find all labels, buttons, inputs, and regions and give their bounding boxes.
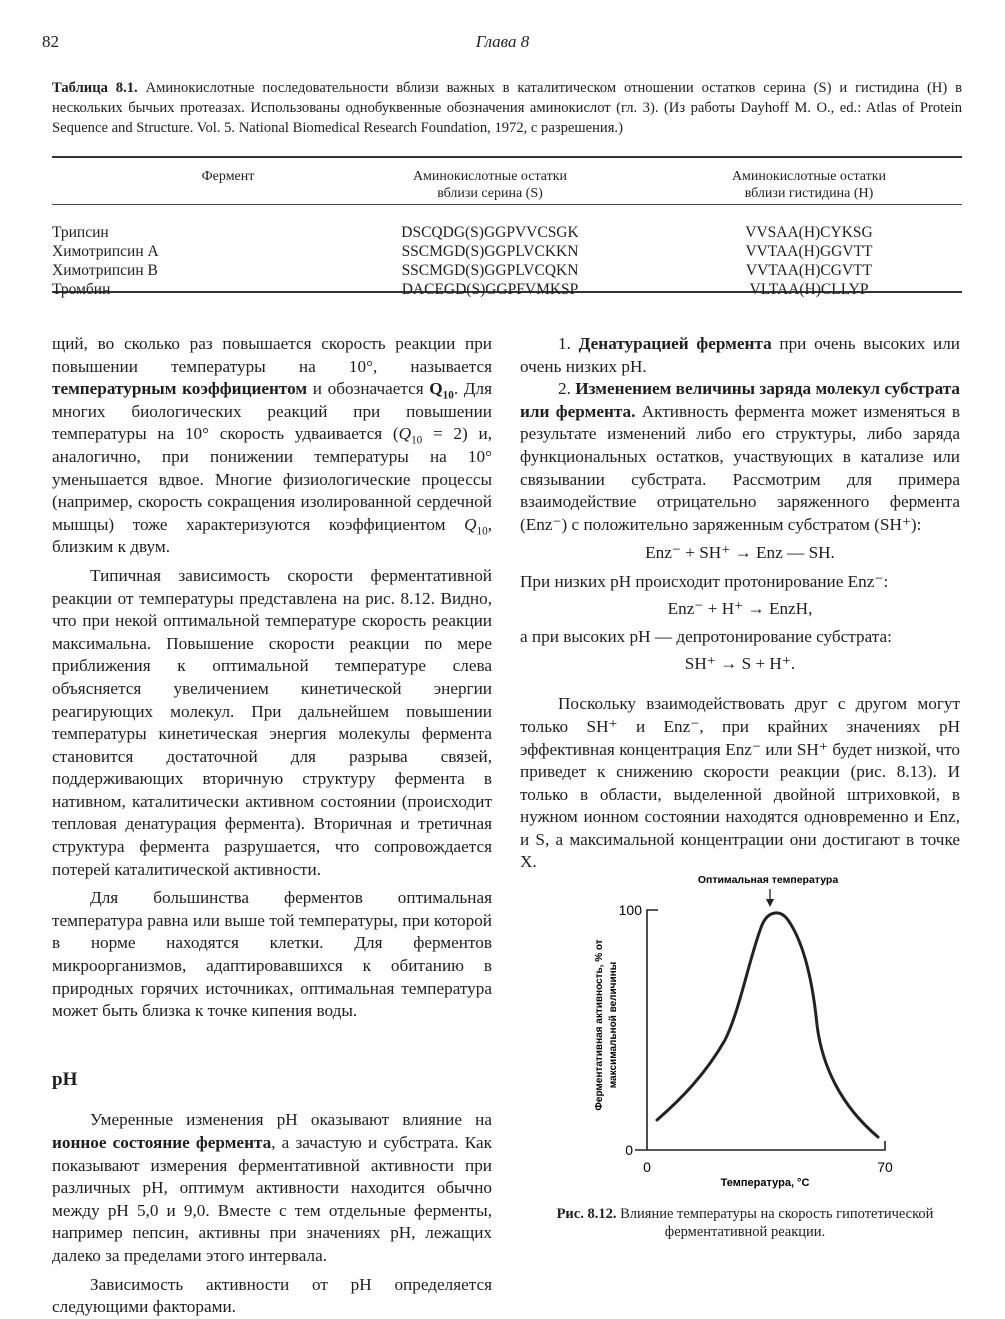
histidine-seq-cell: VVSAA(H)CYKSG: [745, 224, 873, 241]
table-top-rule: [52, 156, 962, 158]
paragraph-q10: щий, во сколько раз повышается скорость реакции при повышении температуры на 10°, называется температурным коэффициентом и обозначается $Q_{10}$. Для многих биологических реакций при повышении температуры на 10° скорость удваивается $(Q_{10} = 2)$ и, аналогично, при понижении температуры на 10° уменьшается вдвое. Многие физиологические процессы (например, скорость сокращения изолированной сердечной мышцы) тоже характеризуются коэффициентом $Q_{10}$, близким к двум.: [52, 334, 492, 557]
x-tick-0: 0: [643, 1159, 651, 1175]
y-tick-0: 0: [625, 1142, 633, 1158]
serine-seq-cell: SSCMGD(S)GGPLVCQKN: [401, 262, 579, 279]
enzyme-cell: Тромбин: [52, 281, 111, 298]
serine-seq-cell: DSCQDG(S)GGPVVCSGK: [401, 224, 579, 241]
figure-caption: [515, 1205, 975, 1241]
sequence-table: [52, 160, 962, 299]
serine-seq-cell: DACEGD(S)GGPFVMKSP: [401, 281, 579, 298]
figure-caption-label: Рис. 8.12.: [556, 1206, 617, 1222]
x-axis-label: Температура, °C: [720, 1177, 810, 1189]
page-number: 82: [42, 32, 59, 51]
y-axis-label-line2: максимальной величины: [608, 961, 619, 1089]
paragraph-ph-effect: Умеренные изменения pH оказывают влияние на ионное состояние фермента, а зачастую и субстрата. Как показывают измерения ферментативной активности при различных pH, оптимум активности находится обычно между pH 5,0 и 9,0. Вместе с тем отдельные ферменты, например пепсин, активны при значениях pH, лежащих далеко за пределами этого интервала.: [52, 1110, 492, 1265]
x-axis: [635, 1141, 885, 1150]
enzyme-cell: Химотрипсин A: [52, 243, 159, 260]
paragraph-temperature-dependence: Типичная зависимость скорости ферментативной реакции от температуры представлена на рис. 8.12. Видно, что при некой оптимальной температуре скорость реакции максимальна. Повышение скорости реакции по мере приближения к оптимальной температуре слева объясняется увеличением кинетической энергии реагирующих молекул. При дальнейшем повышении температуры кинетическая энергия молекулы фермента становится достаточной для разрыва связей, поддерживающих вторичную структуру фермента в нативном, каталитически активном состоянии (происходит тепловая денатурация фермента). Вторичная и третичная структура фермента разрушается, что сопровождается потерей каталитической активности.: [52, 565, 492, 879]
table-caption-text: Аминокислотные последовательности вблизи важных в каталитическом отношении остатков серина (S) и гистидина (H) в нескольких бычьих протеазах. Использованы однобуквенные обозначения аминокислот (гл. 3). (Из работы Dayhoff M. O., ed.: Atlas of Protein Sequence and Structure. Vol. 5. National Biomedical Research Foundation, 1972, с разрешения.): [52, 80, 962, 136]
histidine-seq-cell: VVTAA(H)CGVTT: [745, 262, 873, 279]
histidine-seq-cell: VLTAA(H)CLLYP: [749, 281, 869, 298]
section-heading-ph: pH: [52, 1068, 78, 1090]
equation-3: SH⁺ → S + H⁺.: [684, 653, 796, 673]
paragraph-high-ph: а при высоких pH — депротонирование субстрата:: [520, 627, 892, 647]
paragraph-optimal-temperature: Для большинства ферментов оптимальная температура равна или выше той температуры, при которой в норме находятся клетки. Для ферментов микроорганизмов, адаптировавшихся к обитанию в природных горячих источниках, оптимальная температура может быть близка к точке кипения воды.: [52, 888, 492, 1021]
table-caption-label: Таблица 8.1.: [52, 80, 138, 96]
table-row: [52, 280, 962, 299]
paragraph-ph-factors: Зависимость активности от pH определяется следующими факторами.: [52, 1274, 492, 1317]
chart-annotation: Оптимальная температура: [697, 874, 839, 886]
temperature-activity-chart: [580, 865, 910, 1195]
table-caption: [52, 78, 962, 138]
x-tick-70: 70: [877, 1159, 893, 1175]
enzyme-cell: Трипсин: [52, 224, 109, 241]
header-enzyme: Фермент: [201, 169, 255, 184]
y-tick-100: 100: [618, 902, 642, 918]
figure-caption-text: Влияние температуры на скорость гипотетической ферментативной реакции.: [620, 1206, 934, 1240]
paragraph-interaction: Поскольку взаимодействовать друг с другом могут только SH⁺ и Enz⁻, при крайних значениях pH эффективная концентрация Enz⁻ или SH⁺ будет низкой, что приведет к снижению скорости реакции (рис. 8.13). И только в области, выделенной двойной штриховкой, в нужном ионном состоянии находятся одновременно и Enz, и S, а максимальной концентрации они достигают в точке X.: [520, 694, 960, 872]
arrow-head-icon: [766, 899, 774, 907]
paragraph-low-ph: При низких pH происходит протонирование Enz⁻:: [520, 571, 889, 591]
equation-1: Enz⁻ + SH⁺ → Enz — SH.: [645, 543, 835, 563]
activity-curve: [657, 913, 878, 1137]
right-column: [520, 333, 960, 874]
left-column: [52, 333, 492, 1319]
equation-2: Enz⁻ + H⁺ → EnzH,: [667, 598, 813, 618]
running-title: Глава 8: [475, 32, 530, 51]
list-item-charge: 2. Изменением величины заряда молекул субстрата или фермента. Активность фермента может изменяться в результате изменений либо его структуры, либо заряда функциональных остатков, участвующих в катализе или связывании субстрата. Рассмотрим для примера взаимодействие отрицательно заряженного фермента (Enz⁻) с положительно заряженным субстратом (SH⁺):: [520, 379, 961, 534]
table-header-row: [52, 160, 962, 209]
y-axis-label-line1: Ферментативная активность, % от: [594, 939, 605, 1111]
table-row: [52, 223, 962, 242]
header-serine: Аминокислотные остатки вблизи серина (S): [412, 169, 568, 201]
header-histidine: Аминокислотные остатки вблизи гистидина (H): [731, 169, 887, 201]
histidine-seq-cell: VVTAA(H)GGVTT: [745, 243, 873, 260]
serine-seq-cell: SSCMGD(S)GGPLVCKKN: [401, 243, 579, 260]
y-axis: [647, 910, 658, 1150]
table-row: [52, 242, 962, 261]
list-item-denaturation: 1. Денатурацией фермента при очень высоких или очень низких pH.: [520, 334, 961, 376]
enzyme-cell: Химотрипсин B: [52, 262, 158, 279]
table-row: [52, 261, 962, 280]
